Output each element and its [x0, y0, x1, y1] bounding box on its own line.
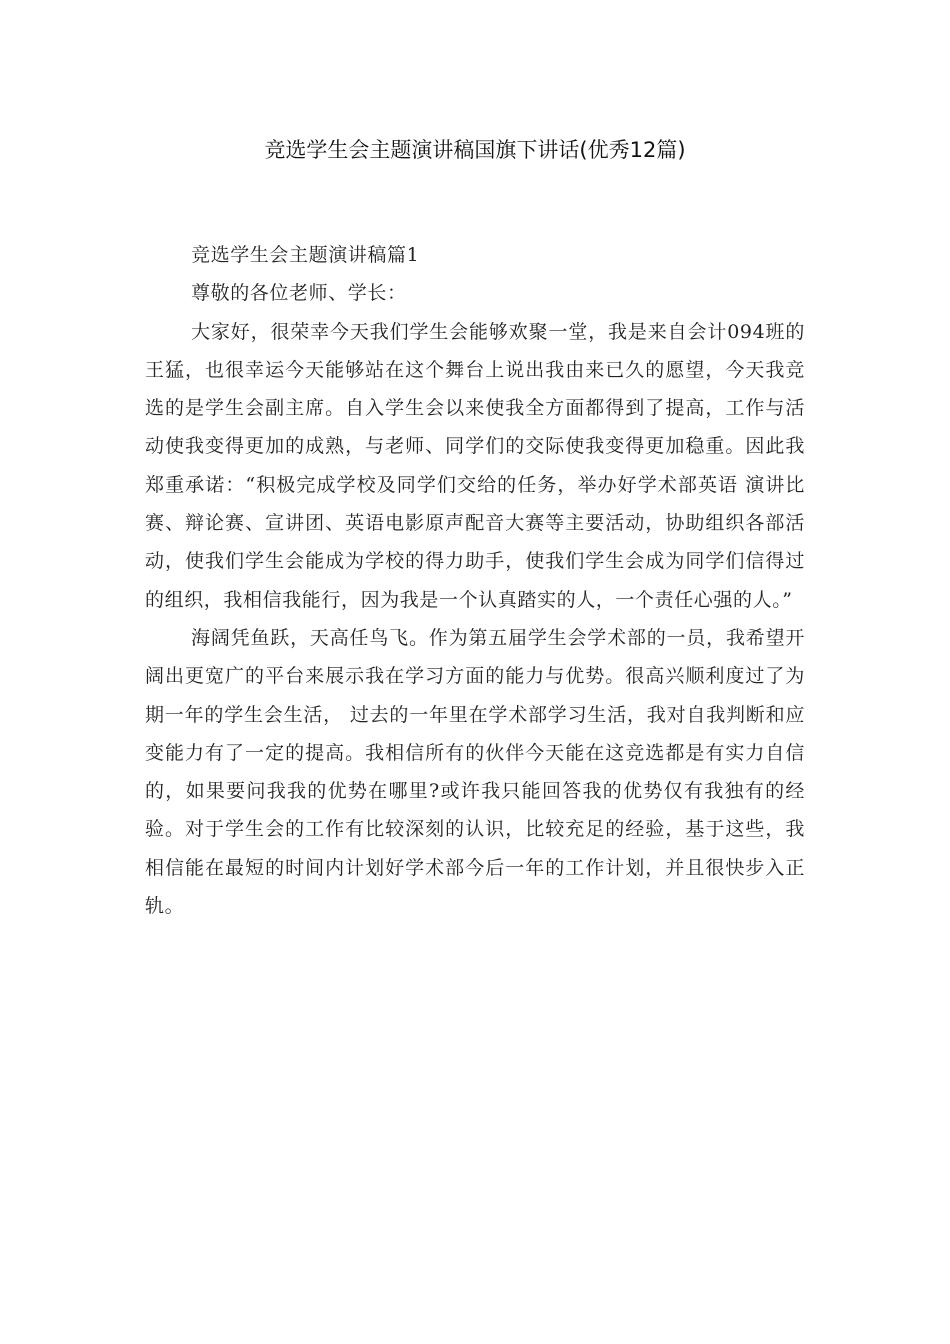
paragraph-intro: 大家好，很荣幸今天我们学生会能够欢聚一堂，我是来自会计094班的王猛，也很幸运今天能够站在这个舞台上说出我由来已久的愿望，今天我竞选的是学生会副主席。自入学生会以来使我全方面都得到了提高，工作与活动使我变得更加的成熟，与老师、同学们的交际使我变得更加稳重。因此我郑重承诺：“积极完成学校及同学们交给的任务，举办好学术部英语 演讲比赛、辩论赛、宣讲团、英语电影原声配音大赛等主要活动，协助组织各部活动，使我们学生会能成为学校的得力助手，使我们学生会成为同学们信得过的组织，我相信我能行，因为我是一个认真踏实的人，一个责任心强的人。”: [145, 320, 805, 611]
salutation: 尊敬的各位老师、学长：: [191, 282, 407, 305]
paragraph-second: 海阔凭鱼跃，天高任鸟飞。作为第五届学生会学术部的一员，我希望开阔出更宽广的平台来展示我在学习方面的能力与优势。很高兴顺利度过了为期一年的学生会生活， 过去的一年里在学术部学习生活，我对自我判断和应变能力有了一定的提高。我相信所有的伙伴今天能在这竞选都是有实力自信的，如果要问我我的优势在哪里?或许我只能回答我的优势仅有我独有的经验。对于学生会的工作有比较深刻的认识，比较充足的经验，基于这些，我相信能在最短的时间内计划好学术部今后一年的工作计划，并且很快步入正轨。: [145, 626, 805, 918]
section-heading: 竞选学生会主题演讲稿篇1: [191, 244, 420, 266]
document-body: [145, 236, 805, 925]
document-title: 竞选学生会主题演讲稿国旗下讲话(优秀12篇): [264, 138, 686, 162]
